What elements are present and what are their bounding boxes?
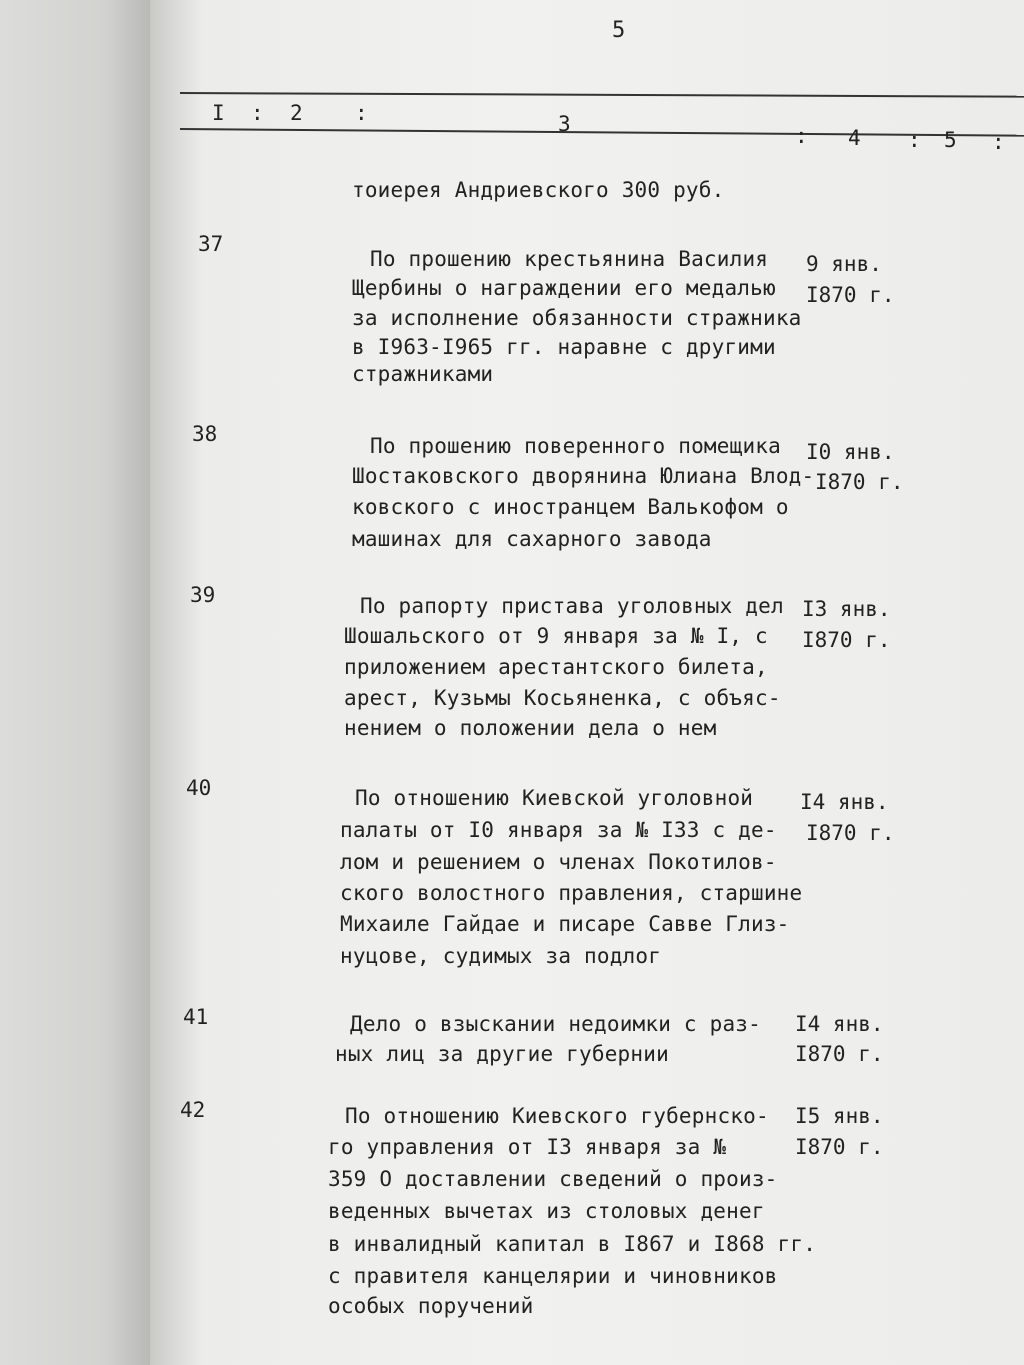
entry-date-year: I870 г. — [815, 470, 904, 494]
entry-text-line: ных лиц за другие губернии — [335, 1042, 669, 1066]
column-separator: : — [795, 124, 808, 148]
entry-text-line: По рапорту пристава уголовных дел — [360, 594, 784, 618]
entry-text-line: нуцове, судимых за подлог — [340, 944, 662, 968]
entry-date-day: I0 янв. — [806, 440, 895, 464]
entry-number: 38 — [192, 422, 218, 446]
column-separator: : — [251, 101, 264, 125]
page-number: 5 — [612, 18, 626, 43]
entry-text-line: Дело о взыскании недоимки с раз- — [350, 1012, 761, 1036]
entry-text-line: го управления от I3 января за № — [328, 1135, 727, 1159]
entry-date-day: I5 янв. — [795, 1104, 884, 1128]
entry-date-day: 9 янв. — [806, 252, 882, 276]
entry-text-line: 359 О доставлении сведений о произ- — [328, 1167, 778, 1191]
entry-text-line: лом и решением о членах Покотилов- — [340, 850, 777, 874]
entry-text-line: По отношению Киевского губернско- — [345, 1104, 769, 1128]
entry-text-line: Шошальского от 9 января за № I, с — [344, 624, 768, 648]
column-header-1: I — [212, 101, 225, 125]
entry-date-year: I870 г. — [795, 1135, 884, 1159]
entry-date-year: I870 г. — [795, 1042, 884, 1066]
column-header-4: 4 — [848, 126, 861, 150]
column-header-5: 5 — [944, 128, 957, 152]
entry-text-line: веденных вычетах из столовых денег — [328, 1199, 765, 1223]
entry-text-line: приложением арестантского билета, — [344, 655, 768, 679]
entry-text-line: ковского с иностранцем Валькофом о — [352, 495, 789, 519]
entry-text-line: за исполнение обязанности стражника — [352, 306, 802, 330]
entry-text-line: По прошению поверенного помещика — [370, 434, 781, 458]
entry-text-line: ского волостного правления, старшине — [340, 881, 803, 905]
entry-number: 37 — [198, 232, 224, 256]
column-header-3: 3 — [558, 112, 571, 136]
entry-text-line: в инвалидный капитал в I867 и I868 гг. — [328, 1232, 817, 1256]
entry-number: 41 — [183, 1005, 209, 1029]
entry-date-year: I870 г. — [806, 283, 895, 307]
entry-text-line: с правителя канцелярии и чиновников — [328, 1264, 778, 1288]
entry-text-line: тоиерея Андриевского 300 руб. — [352, 178, 725, 202]
entry-text-line: Щербины о награждении его медалью — [352, 276, 776, 300]
entry-date-day: I4 янв. — [800, 790, 889, 814]
entry-date-day: I4 янв. — [795, 1012, 884, 1036]
column-separator: : — [992, 130, 1005, 154]
entry-text-line: палаты от I0 января за № I33 с де- — [340, 818, 777, 842]
entry-text-line: стражниками — [352, 362, 494, 386]
entry-text-line: машинах для сахарного завода — [352, 527, 712, 551]
column-header-2: 2 — [290, 101, 303, 125]
column-separator: : — [355, 101, 368, 125]
entry-number: 42 — [180, 1098, 206, 1122]
column-separator: : — [908, 128, 921, 152]
entry-date-year: I870 г. — [806, 821, 895, 845]
entry-text-line: Шостаковского дворянина Юлиана Влод- — [352, 464, 815, 488]
entry-number: 39 — [190, 583, 216, 607]
entry-text-line: Михаиле Гайдае и писаре Савве Глиз- — [340, 912, 790, 936]
entry-number: 40 — [186, 776, 212, 800]
entry-text-line: нением о положении дела о нем — [344, 716, 717, 740]
entry-text-line: в I963-I965 гг. наравне с другими — [352, 335, 776, 359]
entry-text-line: арест, Кузьмы Косьяненка, с объяс- — [344, 686, 781, 710]
entry-date-day: I3 янв. — [802, 597, 891, 621]
entry-date-year: I870 г. — [802, 628, 891, 652]
entry-text-line: По отношению Киевской уголовной — [355, 786, 754, 810]
document-page — [150, 0, 1024, 1365]
adjacent-page-edge — [0, 0, 150, 1365]
entry-text-line: особых поручений — [328, 1294, 534, 1318]
entry-text-line: По прошению крестьянина Василия — [370, 247, 769, 271]
